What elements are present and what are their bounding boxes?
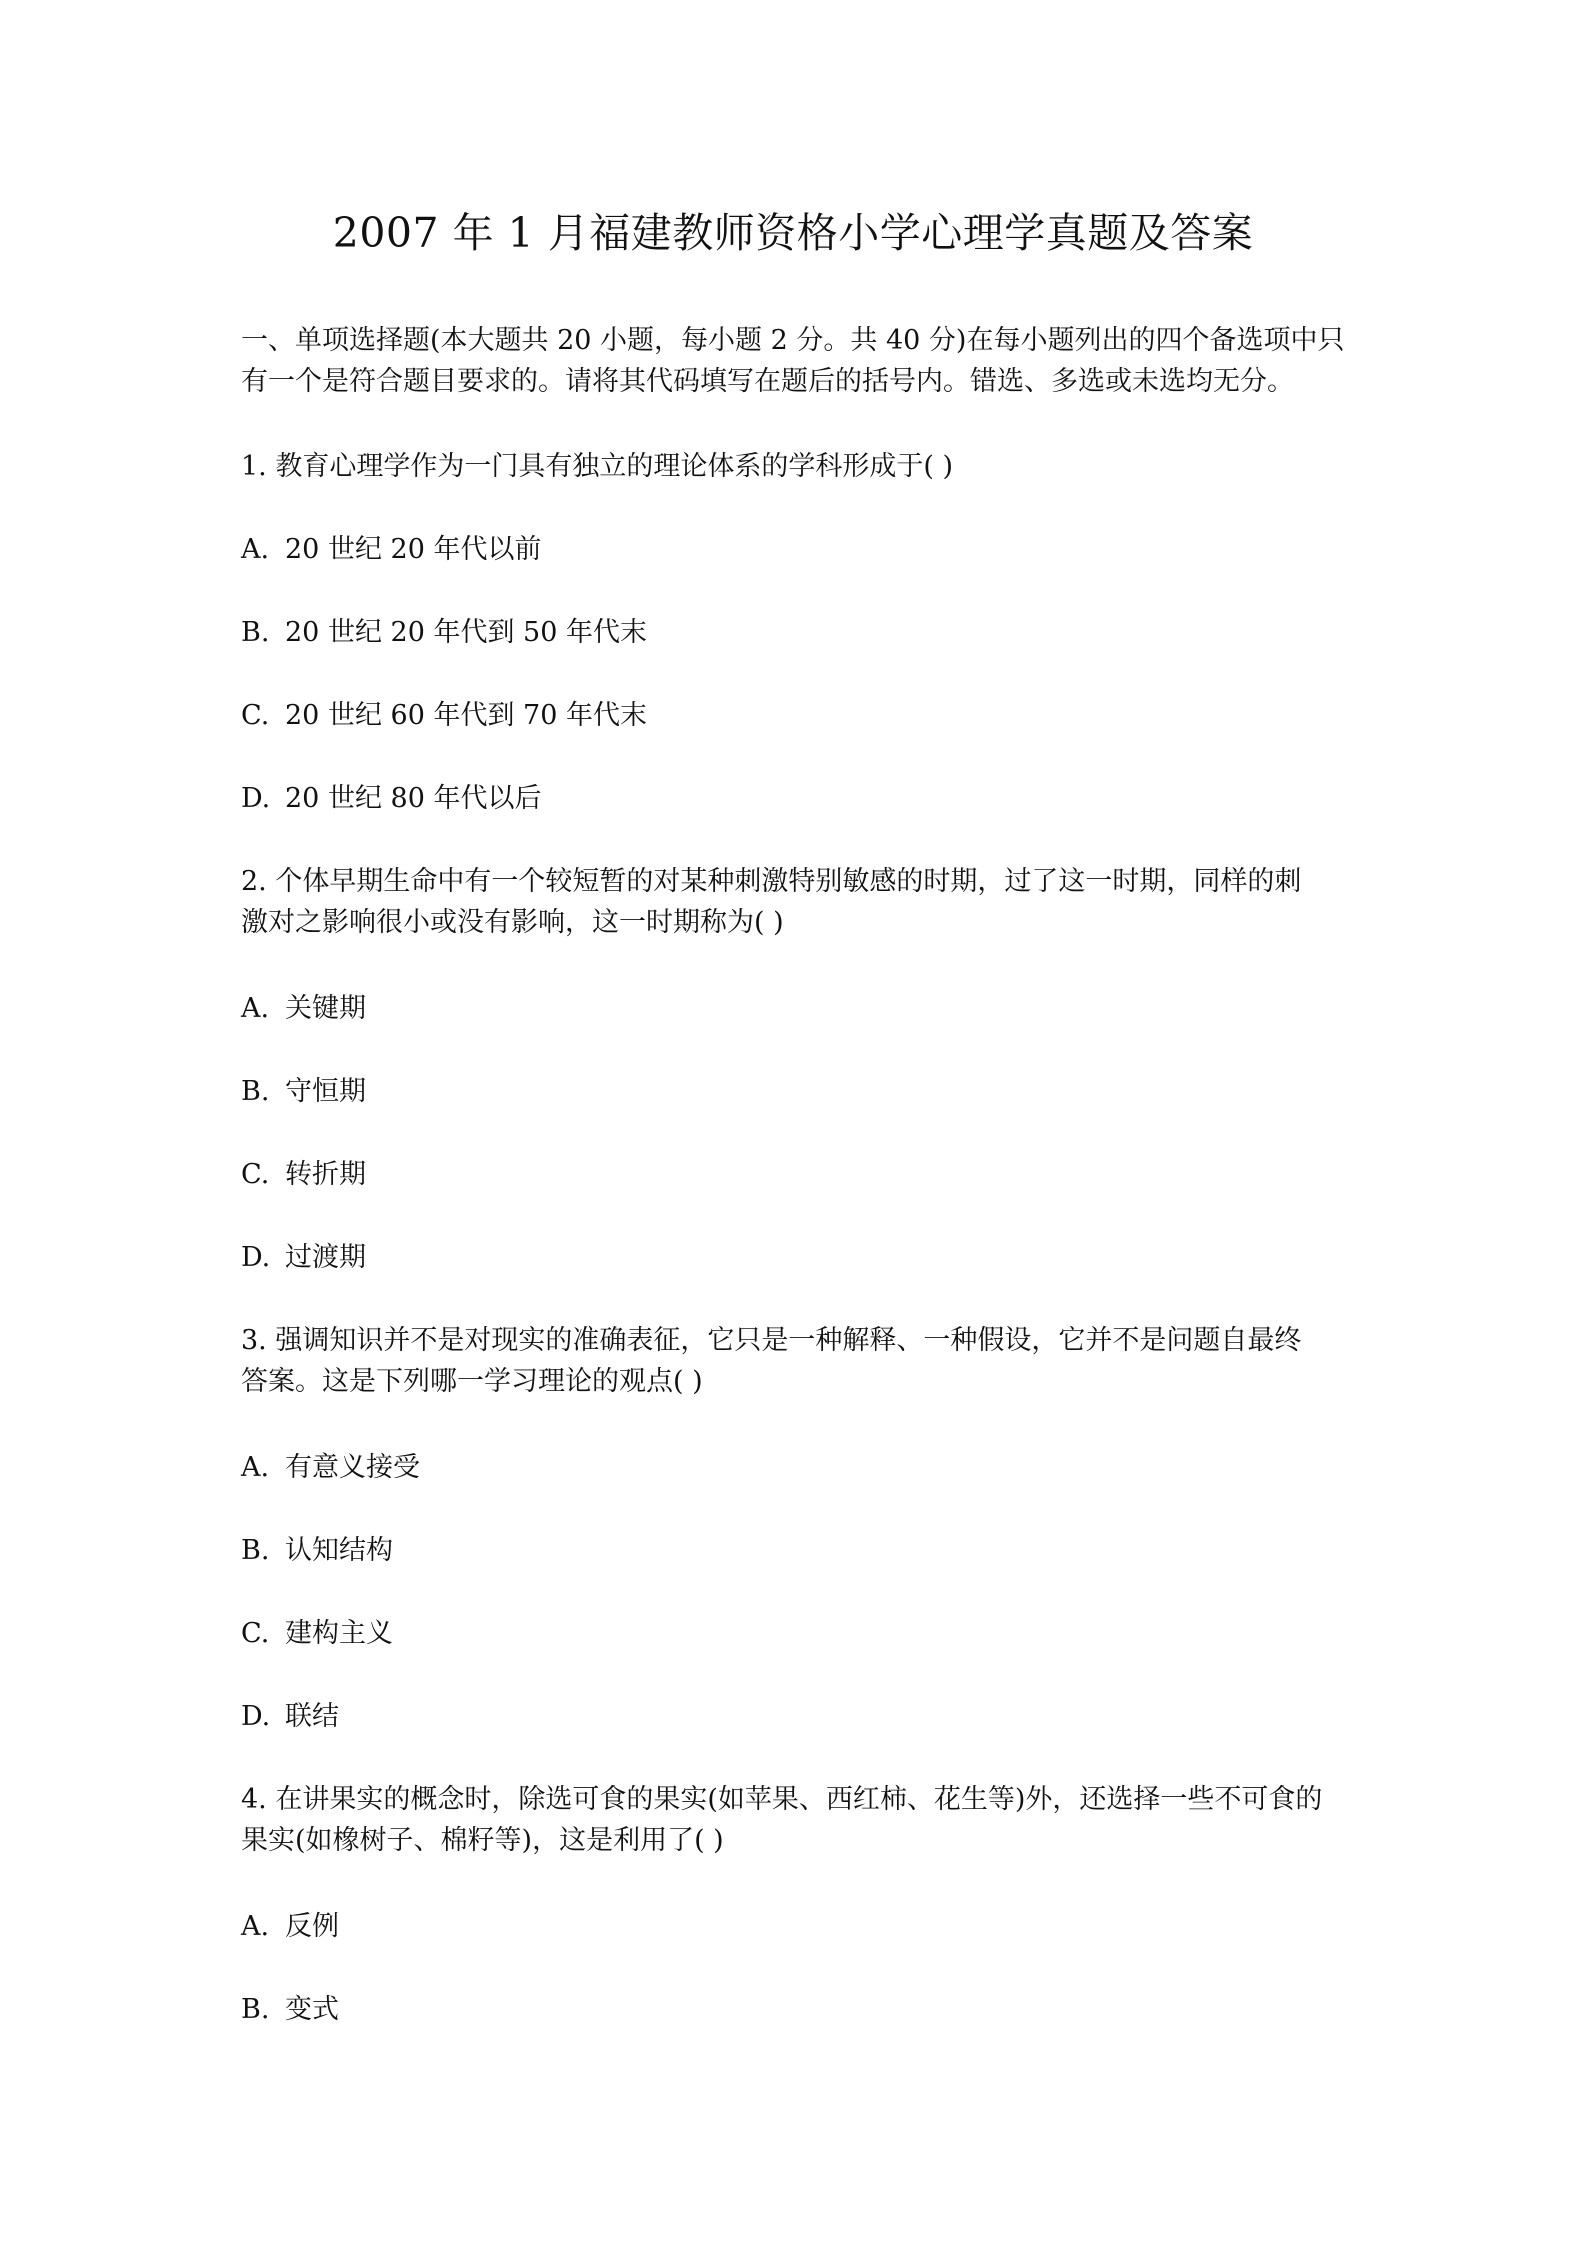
- question-3-option-c: [241, 1613, 393, 1654]
- option-text: 守恒期: [285, 1076, 366, 1107]
- option-text: 反例: [285, 1911, 339, 1942]
- option-label: C.: [241, 700, 270, 731]
- instructions-line: 一、单项选择题(本大题共 20 小题，每小题 2 分。共 40 分)在每小题列出的四个备选项中只: [241, 325, 1345, 356]
- option-text: 20 世纪 80 年代以后: [285, 783, 542, 814]
- question-1-stem: [241, 446, 1361, 487]
- option-label: D.: [241, 1242, 271, 1273]
- document-title: 2007 年 1 月福建教师资格小学心理学真题及答案: [332, 209, 1254, 257]
- option-text: 关键期: [285, 993, 366, 1024]
- question-3-option-b: [241, 1530, 393, 1571]
- question-line: 4. 在讲果实的概念时，除选可食的果实(如苹果、西红柿、花生等)外，还选择一些不可食的: [241, 1784, 1323, 1815]
- option-label: B.: [241, 1535, 270, 1566]
- option-label: B.: [241, 617, 270, 648]
- question-line: 1. 教育心理学作为一门具有独立的理论体系的学科形成于( ): [241, 451, 953, 482]
- question-line: 3. 强调知识并不是对现实的准确表征，它只是一种解释、一种假设，它并不是问题自最终: [241, 1325, 1302, 1356]
- question-4-option-b: [241, 1989, 339, 2030]
- option-text: 变式: [285, 1994, 339, 2025]
- option-label: A.: [241, 993, 270, 1024]
- option-label: A.: [241, 534, 270, 565]
- option-text: 联结: [285, 1701, 339, 1732]
- option-label: B.: [241, 1994, 270, 2025]
- question-3-option-a: [241, 1447, 420, 1488]
- option-text: 有意义接受: [285, 1452, 420, 1483]
- option-label: A.: [241, 1452, 270, 1483]
- question-line: 答案。这是下列哪一学习理论的观点( ): [241, 1366, 703, 1397]
- option-label: C.: [241, 1159, 270, 1190]
- option-label: D.: [241, 1701, 271, 1732]
- option-text: 转折期: [285, 1159, 366, 1190]
- question-3-option-d: [241, 1696, 339, 1737]
- option-text: 20 世纪 60 年代到 70 年代末: [285, 700, 647, 731]
- question-line: 2. 个体早期生命中有一个较短暂的对某种刺激特别敏感的时期，过了这一时期，同样的刺: [241, 866, 1302, 897]
- question-1-option-d: [241, 778, 541, 819]
- question-4-option-a: [241, 1906, 339, 1947]
- option-label: C.: [241, 1618, 270, 1649]
- question-2-option-c: [241, 1154, 366, 1195]
- question-4-stem: [241, 1779, 1361, 1861]
- option-label: B.: [241, 1076, 270, 1107]
- section-instructions: [241, 320, 1361, 402]
- question-3-stem: [241, 1320, 1361, 1402]
- option-label: D.: [241, 783, 271, 814]
- question-2-option-a: [241, 988, 366, 1029]
- question-line: 激对之影响很小或没有影响，这一时期称为( ): [241, 907, 784, 938]
- option-text: 过渡期: [285, 1242, 366, 1273]
- question-1-option-a: [241, 529, 541, 570]
- question-2-option-b: [241, 1071, 366, 1112]
- question-1-option-b: [241, 612, 647, 653]
- question-2-stem: [241, 861, 1361, 943]
- option-text: 20 世纪 20 年代到 50 年代末: [285, 617, 647, 648]
- question-1-option-c: [241, 695, 647, 736]
- option-text: 建构主义: [285, 1618, 393, 1649]
- question-line: 果实(如橡树子、棉籽等)，这是利用了( ): [241, 1825, 724, 1856]
- option-label: A.: [241, 1911, 270, 1942]
- option-text: 认知结构: [285, 1535, 393, 1566]
- question-2-option-d: [241, 1237, 366, 1278]
- option-text: 20 世纪 20 年代以前: [285, 534, 542, 565]
- instructions-line: 有一个是符合题目要求的。请将其代码填写在题后的括号内。错选、多选或未选均无分。: [241, 366, 1294, 397]
